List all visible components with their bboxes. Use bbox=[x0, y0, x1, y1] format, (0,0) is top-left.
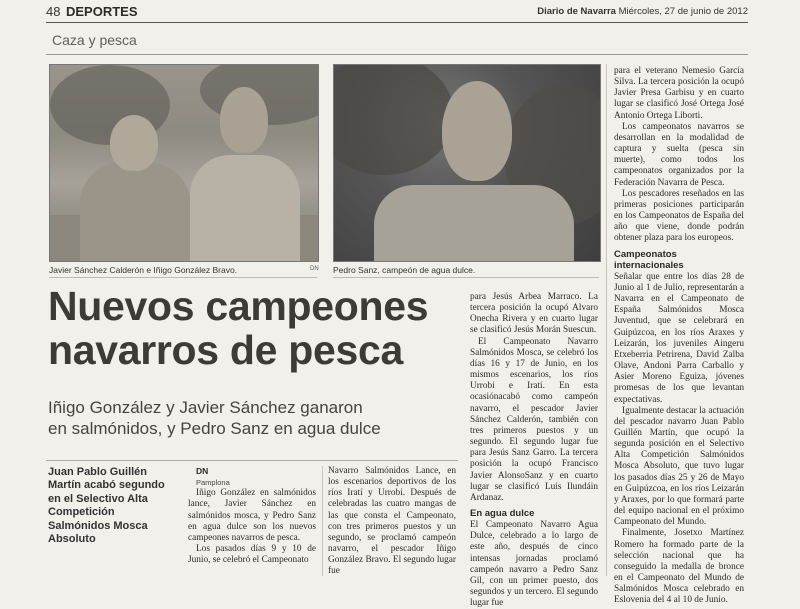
paragraph: para Jesús Arbea Marraco. La tercera posición la ocupó Alvaro Onecha Rivera y en cuarto lugar se clasificó Jesús Morán Suescun. bbox=[470, 292, 598, 336]
publication-name: Diario de Navarra bbox=[537, 6, 616, 17]
photo-two-anglers bbox=[49, 64, 319, 262]
column-divider bbox=[322, 466, 323, 576]
paragraph: El Campeonato Navarro Salmónidos Mosca, se celebró los días 16 y 17 de Junio, en los mismos escenarios, los ríos Urrobi e Iratí. En esta ocasiónacabó como campeón navarro, el pescador Javier Sánchez Calderón, también con tres primeros puestos y un segundo. El segundo lugar fue para Jesús Sanz Garro. La tercera posición la ocupó Francisco Javier AlonsoSanz y en cuarto lugar se clasificó Luis Ilundáin Ardanaz. bbox=[470, 336, 598, 503]
column-divider bbox=[606, 64, 607, 576]
caption-rule bbox=[333, 277, 599, 278]
subheadline-line: en salmónidos, y Pedro Sanz en agua dulce bbox=[48, 419, 381, 438]
paragraph: Los pescadores reseñados en las primeras posiciones participarán en los Campeonatos de España del año que viene, donde podrán obtener plaza para los europeos. bbox=[614, 188, 744, 244]
paragraph: Los campeonatos navarros se desarrollan en la modalidad de captura y suelta (pesca sin muerte), como todos los campeonatos organizados por la Federación Navarra de Pesca. bbox=[614, 121, 744, 188]
paragraph: Los pasados días 9 y 10 de Junio, se celebró el Campeonato bbox=[188, 544, 316, 566]
subhead-internacionales: Campeonatos internacionales bbox=[614, 248, 684, 271]
article-column-3 bbox=[470, 292, 598, 609]
photo-caption: Javier Sánchez Calderón e Iñigo González Bravo. bbox=[49, 265, 238, 275]
headline-line: navarros de pesca bbox=[48, 327, 403, 373]
paragraph: Igualmente destacar la actuación del pescador navarro Juan Pablo Guillén Martín, que ocupó la segunda posición en el Selectivo Alta Competición Salmónidos Mosca Absoluto, que tuvo lugar los pasados días 25 y 26 de Mayo en Guipúzcoa, en los ríos Leizarán y Araxes, por lo que formará parte del equipo nacional en el próximo Campeonato del Mundo. bbox=[614, 405, 744, 528]
photo-foliage bbox=[333, 64, 454, 175]
section-name: DEPORTES bbox=[66, 4, 138, 19]
photo-caption: Pedro Sanz, campeón de agua dulce. bbox=[333, 265, 476, 275]
section-kicker: Caza y pesca bbox=[52, 32, 137, 48]
caption-rule bbox=[49, 277, 317, 278]
paragraph: para el veterano Nemesio García Silva. La tercera posición la ocupó Javier Presa Garbisu y en cuarto lugar se clasificó José Ortega José Antonio Ortega Liborti. bbox=[614, 66, 744, 121]
kicker-rule bbox=[46, 54, 748, 55]
paragraph: Finalmente, Josetxo Martínez Romero ha formado parte de la selección nacional que ha conseguido la medalla de bronce en el Campeonato del Mundo de Salmónidos Mosca celebrado en Eslovenia del 4 al 10 de Junio. bbox=[614, 528, 744, 606]
page-number: 48 bbox=[46, 4, 61, 19]
deck-rule bbox=[46, 460, 458, 461]
paragraph: Navarro Salmónidos Lance, en los escenarios deportivos de los ríos Iratí y Urrobi. Después de celebradas las cuatro mangas de las que consta el Campeonato, con tres primeros puestos y un segundo, se proclamó campeón navarro, el pescador Iñigo González Bravo. El segundo lugar fue bbox=[328, 466, 456, 577]
agency-label: DN bbox=[196, 466, 209, 476]
paragraph: Iñigo González en salmónidos lance, Javier Sánchez en salmónidos mosca, y Pedro Sanz en agua dulce son los nuevos campeones navarros de pesca. bbox=[188, 488, 316, 543]
subheadline-line: Iñigo González y Javier Sánchez ganaron bbox=[48, 398, 363, 417]
photo-pedro-sanz bbox=[333, 64, 601, 262]
article-column-4 bbox=[614, 66, 744, 607]
subhead-agua-dulce: En agua dulce bbox=[470, 507, 535, 519]
header-rule bbox=[46, 22, 748, 23]
article-column-1 bbox=[188, 466, 316, 566]
photo-credit: DN bbox=[310, 266, 319, 272]
subheadline bbox=[48, 397, 458, 439]
paragraph: Señalar que entre los días 28 de Junio al 1 de Julio, representarán a Navarra en el Campeonato de España Salmónidos Mosca Juventud, que se celebrará en Guipúzcoa, en los ríos Araxes y Leizarán, los juveniles Aingeru Etxeberria Petrirena, David Zalba Olave, Andoni Parra Carballo y Asier Moreno Eguiza, jóvenes promesas de los que levantan expectativas. bbox=[614, 271, 744, 405]
article-column-2 bbox=[328, 466, 456, 578]
headline bbox=[48, 284, 458, 372]
publication-line bbox=[537, 6, 748, 17]
dateline-place: Pamplona bbox=[196, 478, 230, 488]
publication-date: Miércoles, 27 de junio de 2012 bbox=[618, 6, 748, 17]
paragraph: El Campeonato Navarro Agua Dulce, celebrado a lo largo de este año, después de cinco intensas jornadas proclamó campeón navarro a Pedro Sanz Gil, con un primer puesto, dos segundos y un tercero. El segundo lugar fue bbox=[470, 520, 598, 609]
headline-line: Nuevos campeones bbox=[48, 283, 429, 329]
page-header bbox=[46, 4, 748, 22]
sidebar-summary: Juan Pablo Guillén Martín acabó segundo en el Selectivo Alta Competición Salmónidos Mosca Absoluto bbox=[48, 466, 165, 546]
